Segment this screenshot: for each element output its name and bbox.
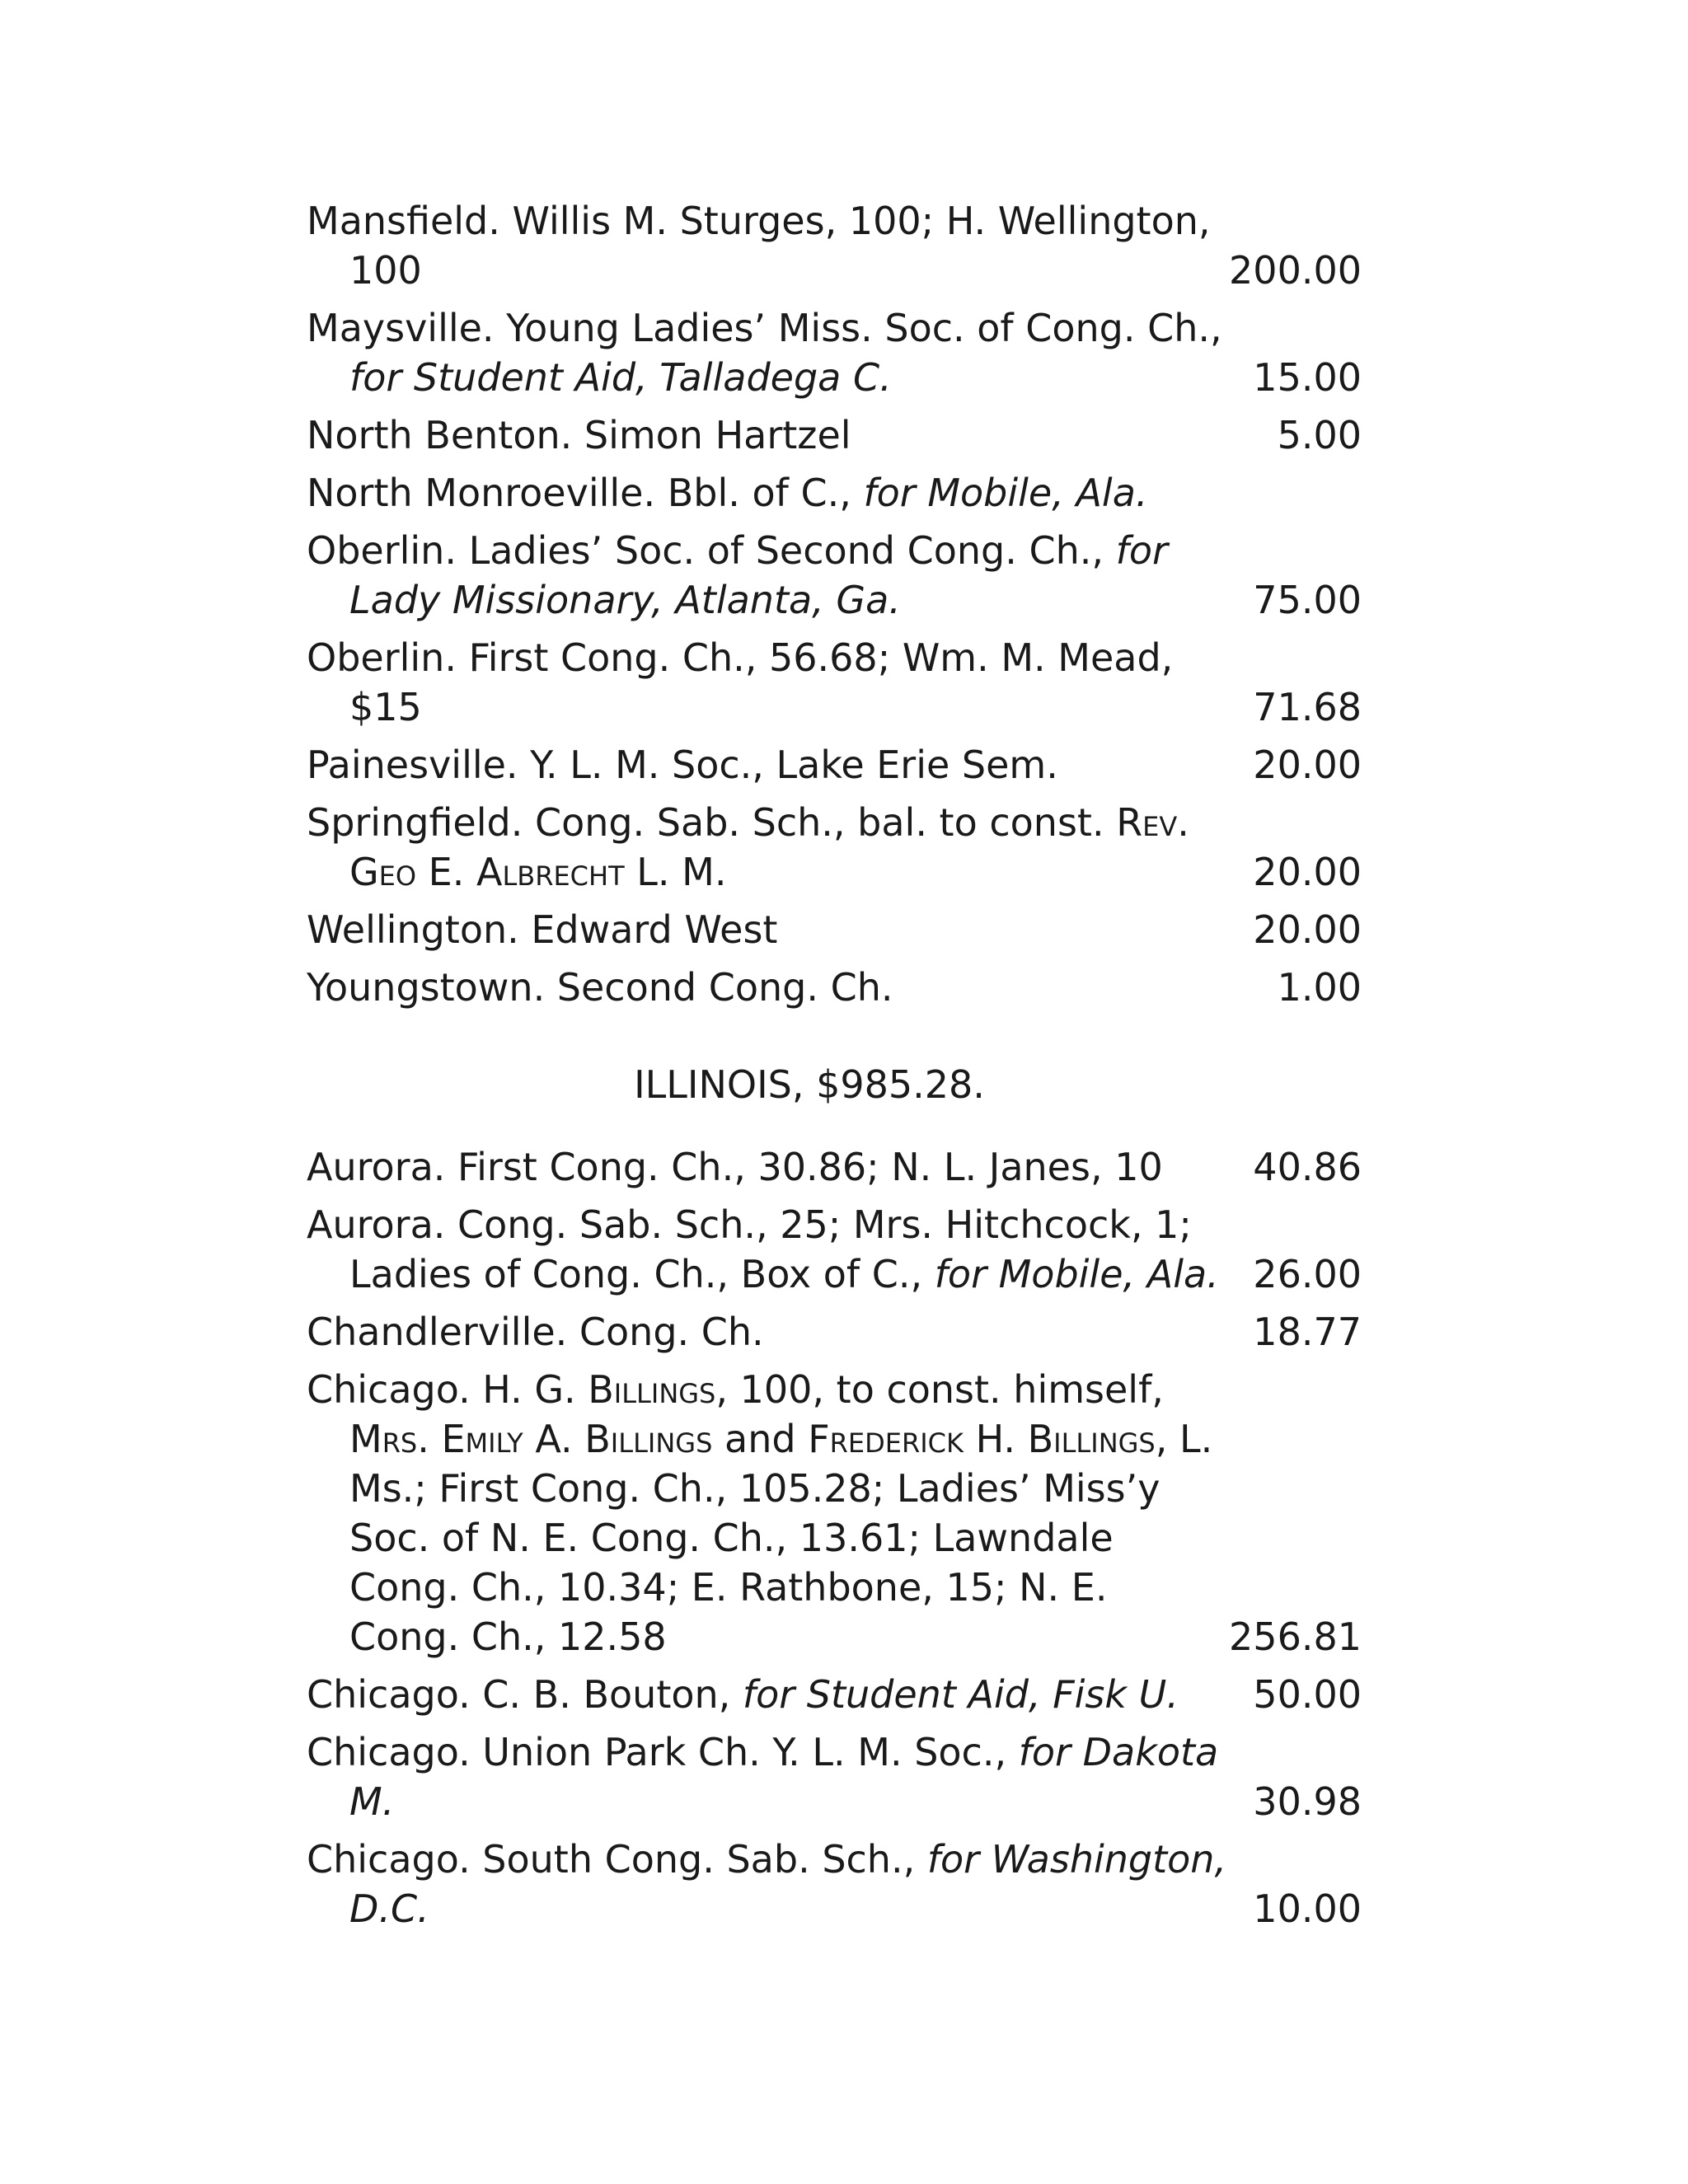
- list-item: [307, 963, 1362, 1012]
- entry-designation: for Mobile, Ala.: [934, 1252, 1219, 1296]
- list-item: [307, 468, 1362, 518]
- list-item: [307, 1307, 1362, 1357]
- entry-amount: 75.00: [1253, 578, 1362, 622]
- entry-text: Mansfield. Willis M. Sturges, 100; H. Wellington, 100: [307, 199, 1211, 293]
- entry-amount: 20.00: [1253, 850, 1362, 894]
- list-item: [307, 410, 1362, 460]
- list-item: [307, 740, 1362, 790]
- entry-text: Chicago. Union Park Ch. Y. L. M. Soc., for Dakota M.: [307, 1730, 1219, 1824]
- person-name: Frederick H. Billings: [808, 1417, 1156, 1461]
- entry-amount: 10.00: [1253, 1886, 1362, 1931]
- entry-designation: for Student Aid, Fisk U.: [742, 1672, 1179, 1717]
- person-name: Mrs. Emily A. Billings: [349, 1417, 713, 1461]
- entry-amount: 18.77: [1253, 1310, 1362, 1354]
- entry-text: Chandlerville. Cong. Ch.: [307, 1310, 764, 1354]
- entry-text: North Benton. Simon Hartzel: [307, 413, 851, 457]
- entry-amount: 50.00: [1253, 1672, 1362, 1717]
- list-item: [307, 196, 1362, 295]
- entry-text: Oberlin. First Cong. Ch., 56.68; Wm. M. Mead, $15: [307, 635, 1174, 729]
- list-item: [307, 1142, 1362, 1192]
- list-item: [307, 526, 1362, 625]
- entry-amount: 5.00: [1277, 413, 1362, 457]
- entry-text: Wellington. Edward West: [307, 907, 778, 952]
- person-name: Billings: [588, 1367, 716, 1412]
- entry-amount: 256.81: [1229, 1615, 1362, 1659]
- entry-amount: 20.00: [1253, 743, 1362, 787]
- entry-text: Aurora. Cong. Sab. Sch., 25; Mrs. Hitchcock, 1; Ladies of Cong. Ch., Box of C., for Mobile, Ala.: [307, 1202, 1219, 1296]
- entry-amount: 15.00: [1253, 355, 1362, 400]
- entry-text: Chicago. H. G. Billings, 100, to const. himself, Mrs. Emily A. Billings and Frederick H. Billings, L. Ms.; First Cong. Ch., 105.28; Ladies’ Miss’y Soc. of N. E. Cong. Ch., 13.61; Lawndale Cong. Ch., 10.34; E. Rathbone, 15; N. E. Cong. Ch., 12.58: [307, 1367, 1213, 1659]
- entry-text: Painesville. Y. L. M. Soc., Lake Erie Sem.: [307, 743, 1058, 787]
- entry-text: Springfield. Cong. Sab. Sch., bal. to const. Rev. Geo E. Albrecht L. M.: [307, 800, 1189, 894]
- entry-text: Maysville. Young Ladies’ Miss. Soc. of Cong. Ch., for Student Aid, Talladega C.: [307, 306, 1222, 400]
- entry-designation: for Mobile, Ala.: [863, 471, 1148, 515]
- entry-amount: 20.00: [1253, 907, 1362, 952]
- entry-designation: for Lady Missionary, Atlanta, Ga.: [349, 528, 1168, 622]
- entry-amount: 30.98: [1253, 1779, 1362, 1824]
- entry-amount: 40.86: [1253, 1145, 1362, 1189]
- list-item: [307, 303, 1362, 402]
- entry-amount: 1.00: [1277, 965, 1362, 1010]
- entry-amount: 200.00: [1229, 248, 1362, 293]
- list-item: [307, 798, 1362, 897]
- entry-amount: 26.00: [1253, 1252, 1362, 1296]
- list-item: [307, 1365, 1362, 1661]
- entry-designation: for Dakota M.: [349, 1730, 1219, 1824]
- list-item: [307, 633, 1362, 732]
- entry-text: Chicago. C. B. Bouton, for Student Aid, Fisk U.: [307, 1672, 1179, 1717]
- list-item: [307, 1670, 1362, 1719]
- person-name: Rev. Geo E. Albrecht: [349, 800, 1189, 894]
- entry-text: North Monroeville. Bbl. of C., for Mobile, Ala.: [307, 471, 1148, 515]
- entry-text: Oberlin. Ladies’ Soc. of Second Cong. Ch., for Lady Missionary, Atlanta, Ga.: [307, 528, 1168, 622]
- entry-text: Youngstown. Second Cong. Ch.: [307, 965, 893, 1010]
- entry-designation: for Washington, D.C.: [349, 1837, 1227, 1931]
- entry-text: Chicago. South Cong. Sab. Sch., for Washington, D.C.: [307, 1837, 1227, 1931]
- entry-amount: 71.68: [1253, 685, 1362, 729]
- donation-ledger: [307, 196, 1362, 1942]
- entry-text: Aurora. First Cong. Ch., 30.86; N. L. Janes, 10: [307, 1145, 1163, 1189]
- list-item: [307, 905, 1362, 954]
- list-item: [307, 1200, 1362, 1299]
- list-item: [307, 1835, 1362, 1933]
- list-item: [307, 1727, 1362, 1826]
- entry-designation: for Student Aid, Talladega C.: [349, 355, 892, 400]
- section-heading: ILLINOIS, $985.28.: [634, 1062, 985, 1107]
